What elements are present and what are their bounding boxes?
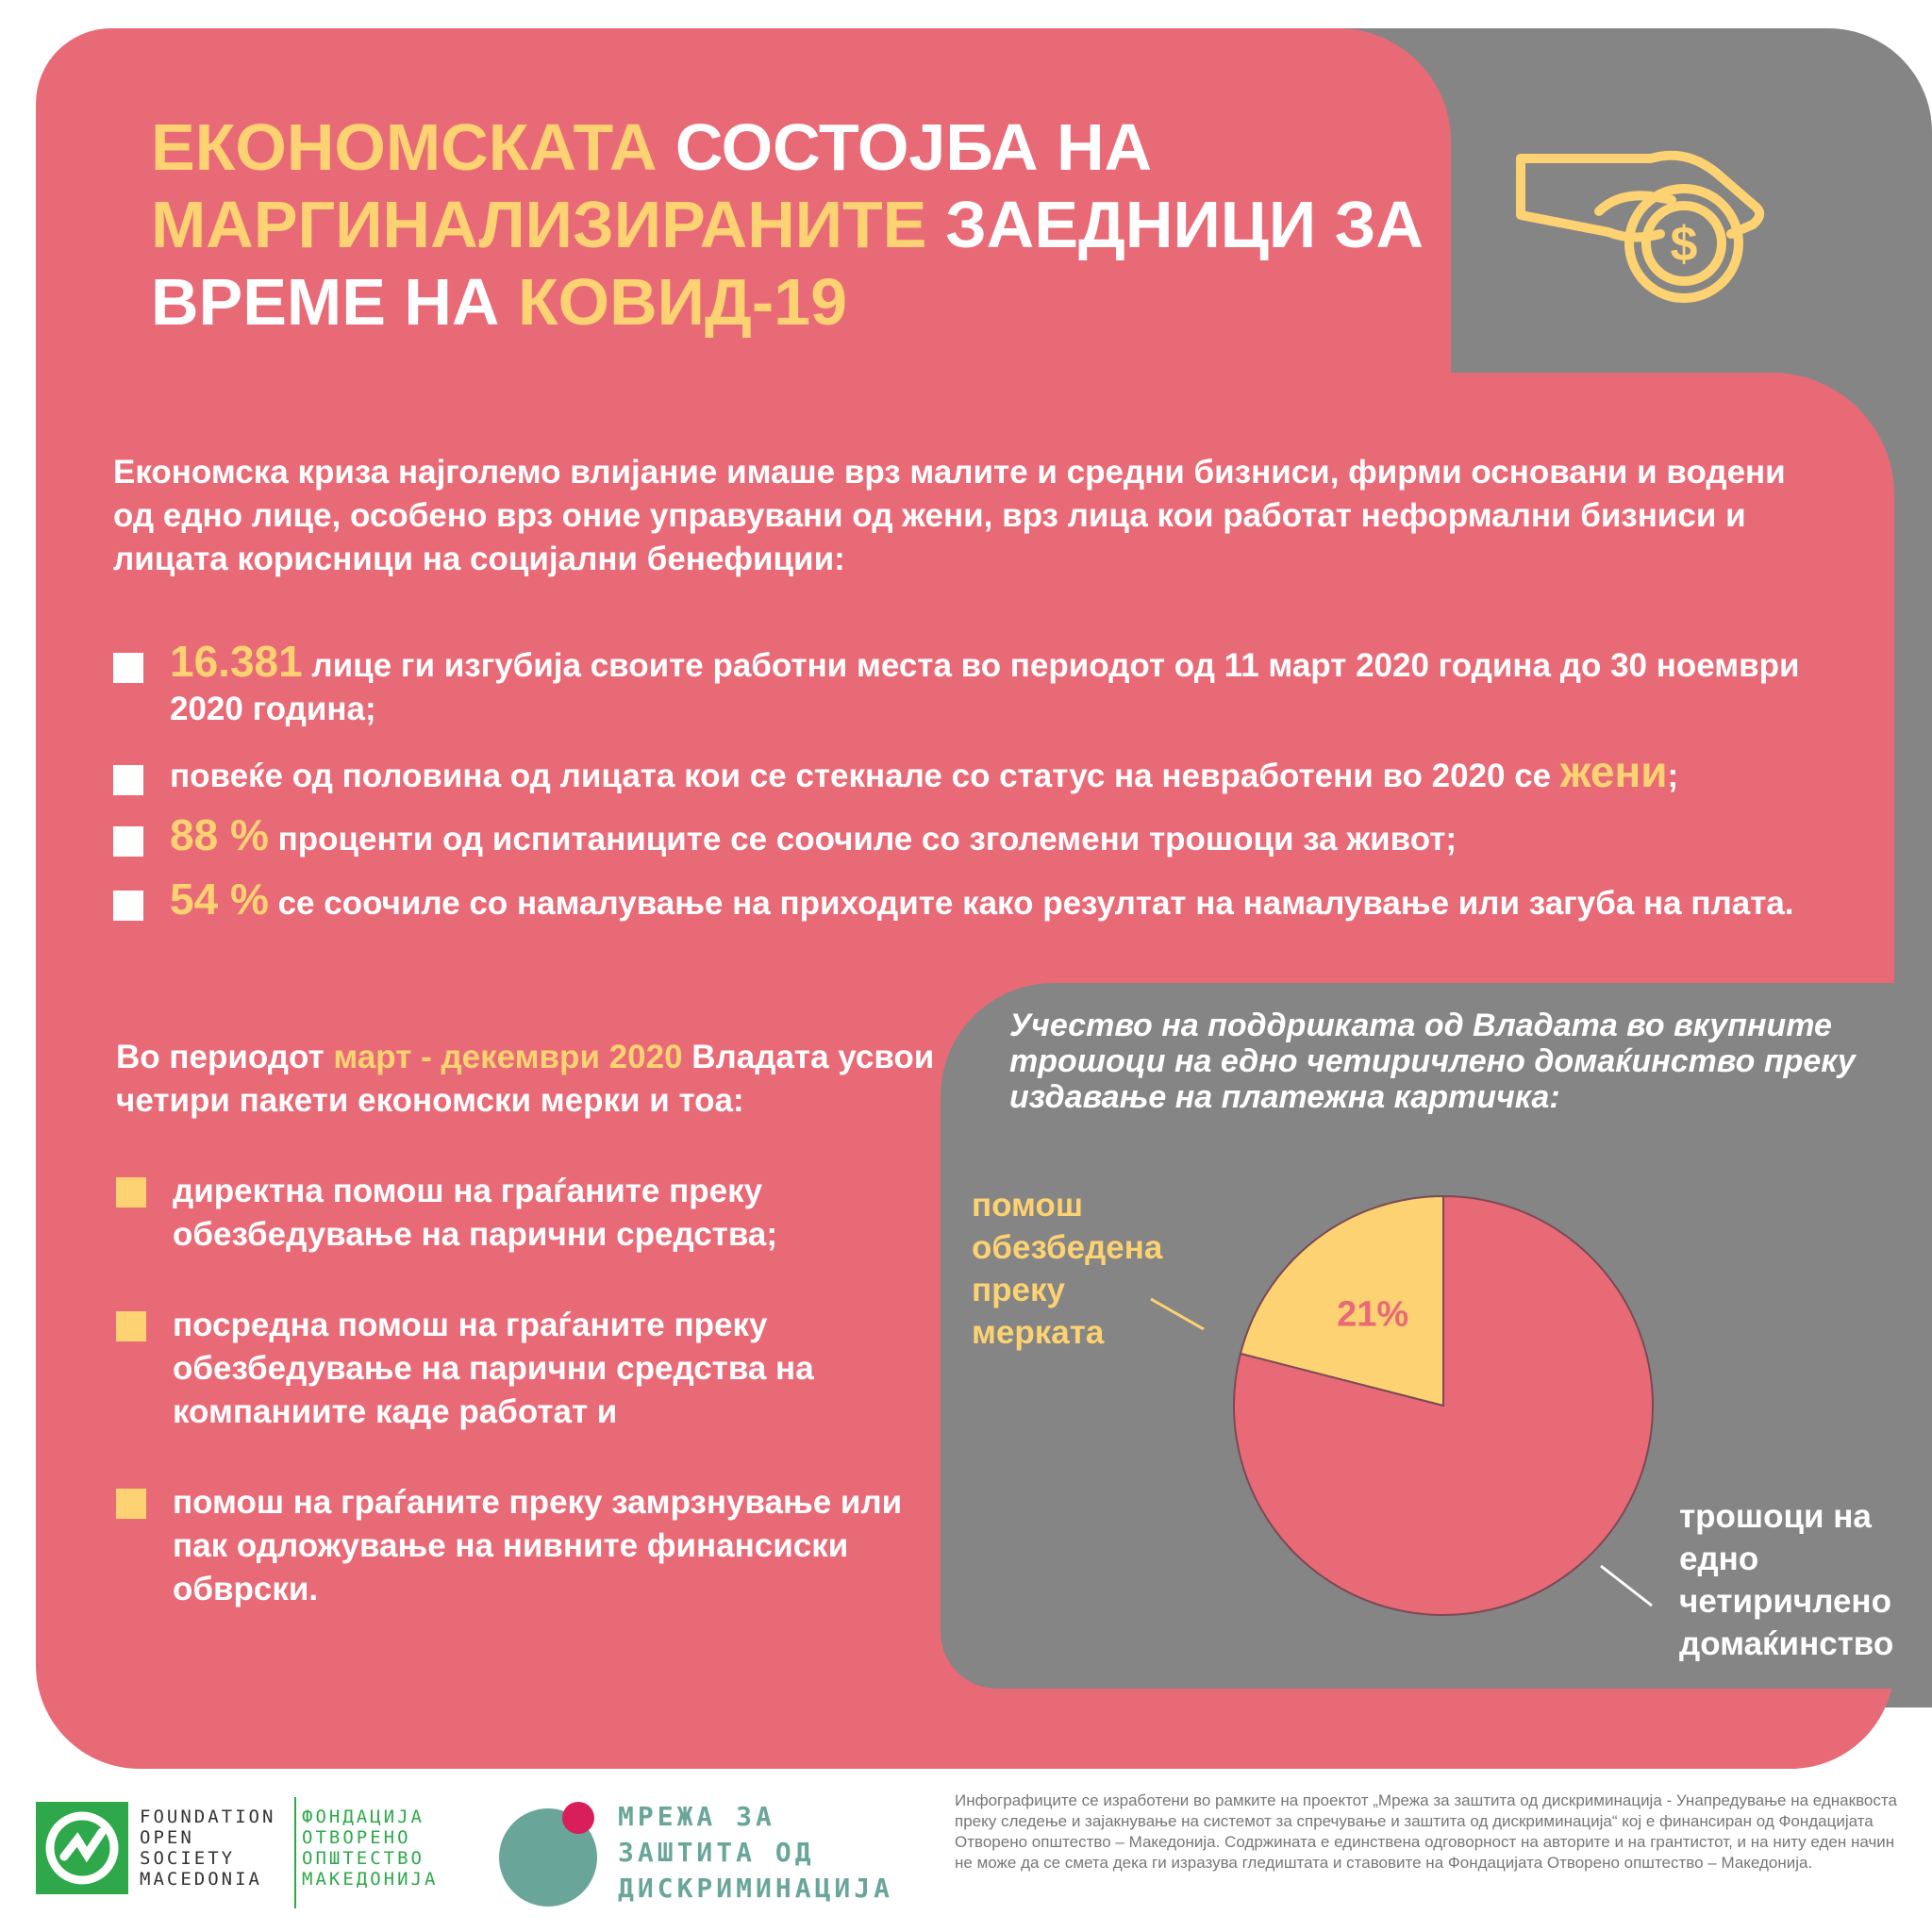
- fos-divider: [294, 1797, 296, 1908]
- measures-heading: Во периодот март - декември 2020 Владата усвои четири пакети економски мерки и тоа:: [116, 1039, 935, 1119]
- bullet-square: [116, 1177, 146, 1208]
- measure-item: директна помош на граѓаните преку обезбедување на парични средства;: [116, 1170, 946, 1257]
- network-logo-icon: [495, 1797, 608, 1910]
- svg-text:$: $: [1670, 217, 1698, 272]
- open-society-logo: [36, 1802, 128, 1894]
- legend-label-costs: трошоци на едно четиричлено домаќинство: [1679, 1498, 1894, 1662]
- bullet-square: [113, 653, 143, 683]
- leader-line-costs: [1599, 1564, 1656, 1611]
- hand-coin-dollar-icon: [1509, 121, 1774, 309]
- legend-label-support: помош обезбедена преку мерката: [972, 1187, 1163, 1351]
- bullet-square: [113, 891, 143, 921]
- network-name: МРЕЖА ЗА ЗАШТИТА ОД ДИСКРИМИНАЦИЈА: [618, 1801, 894, 1904]
- fos-name-mk: ФОНДАЦИЈА ОТВОРЕНО ОПШТЕСТВО МАКЕДОНИЈА: [302, 1807, 439, 1890]
- bullet-square: [116, 1489, 146, 1519]
- bullet-square: [113, 765, 143, 795]
- chart-title: Учество на поддршката од Владата во вкупните трошоци на едно четиричлено домаќинство преку издавање на платежна картичка:: [1009, 1008, 1856, 1115]
- intro-paragraph: Економска криза најголемо влијание имаше врз малите и средни бизниси, фирми основани и водени од едно лице, особено врз оние управувани од жени, врз лица кои работат неформални бизниси и лицата корисници на социјални бенефиции:: [113, 454, 1786, 577]
- fos-emblem-icon: [36, 1802, 128, 1894]
- fos-name-en: FOUNDATION OPEN SOCIETY MACEDONIA: [140, 1807, 276, 1890]
- pie-chart: [1226, 1189, 1660, 1623]
- bullet-square: [113, 826, 143, 857]
- disclaimer-text: Инфографиците се изработени во рамките на проектот „Мрежа за заштита од дискриминација - Унапредување на еднаквоста преку следење и зајакнување на системот за спречување и заштита од дискриминација“ кој е финансиран од Фондацијата Отворено општество – Македонија. Содржината е единствена одговорност на авторите и на грантистот, и на ниту еден начин не може да се смета дека ги изразува гледиштата и ставовите на Фондацијата Отворено општество – Македонија.: [955, 1791, 1897, 1872]
- page-title: ЕКОНОМСКАТА СОСТОЈБА НА МАРГИНАЛИЗИРАНИТЕ ЗАЕДНИЦИ ЗА ВРЕМЕ НА КОВИД-19: [151, 110, 1424, 339]
- leader-line-support: [1149, 1297, 1206, 1335]
- measure-item: посредна помош на граѓаните преку обезбедување на парични средства на компаниите каде работат и: [116, 1304, 946, 1434]
- pie-data-label-support: 21%: [1337, 1294, 1409, 1335]
- bullet-square: [116, 1311, 146, 1341]
- measure-item: помош на граѓаните преку замрзнување или пак одложување на нивните финансиски обврски.: [116, 1481, 946, 1611]
